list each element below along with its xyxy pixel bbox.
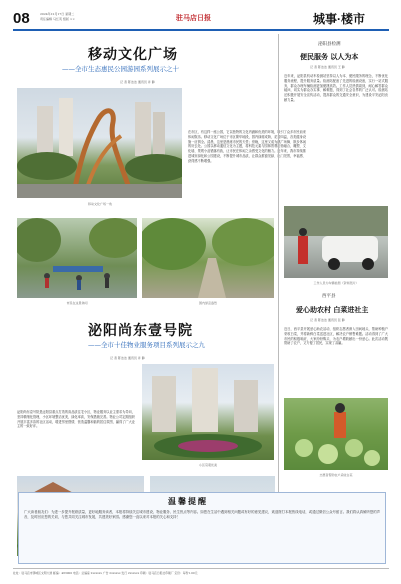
article2-title: 泌阳尚东壹号院 <box>88 323 193 339</box>
garden-illustration <box>142 218 274 298</box>
footer-rule <box>13 568 389 569</box>
article2-subtitle: ——全市十佳物业服务项目系列展示之九 <box>88 341 205 349</box>
caption-garden: 园内绿意盎然 <box>198 301 217 305</box>
caption-inspection: 工作人员为车辆检测（资料图片） <box>313 281 359 285</box>
section-title: 城事·楼市 <box>313 12 365 26</box>
article1-body: 在市区，有这样一座公园，它以独特的文化内涵和优美的环境，吸引了众多市民前来休闲娱乐。移动文化广场位于市区繁华地段，园内绿树成荫，花香四溢，各类健身设施一应俱全。清晨，这里是晨练市民的天堂；傍晚，这里又成为跳广场舞、散步休闲的好去处。公园以移动通信文化为主题，将科技元素与园林景观巧妙融合，雕塑、文化墙、景观小品错落有致，让市民在休闲之余感受文化的魅力。近年来，我市持续推进城市绿化和公园建设，不断提升城市品质，让群众推窗见绿、出门见景，幸福感、获得感不断增强。 <box>188 130 306 163</box>
notice-title: 温馨提醒 <box>168 496 208 506</box>
article2-body: 泌阳尚东壹号院是泌阳县重点打造的高品质住宅小区，物业服务以业主需求为导向，坚持精细化管理，小区环境整洁优美，绿化率高，安保措施完善。物业公司定期组织开展丰富多彩的社区活动，增进邻里感情，营造温馨和谐的居住氛围，赢得了广大业主的一致好评。 <box>17 410 135 429</box>
plaza-people-photo <box>17 218 137 298</box>
community-illustration <box>142 364 274 460</box>
issue-date: 2024年12月17日 星期二 <box>40 12 75 16</box>
vehicle-inspection-photo <box>284 206 388 278</box>
article4-kicker: 西平县 <box>322 294 336 299</box>
community-photo <box>142 364 274 460</box>
garden-path-photo <box>142 218 274 298</box>
article3-kicker: 泌阳县检测 <box>318 42 341 47</box>
article3-title: 便民服务 以人为本 <box>300 52 359 61</box>
article1-byline: 记 者 陈洁洁 通讯员 许 静 <box>120 80 155 84</box>
issue-editor: 责任编辑 马红英 组版 ×× <box>40 17 75 21</box>
caption-plaza: 市民在这里休闲 <box>66 301 88 305</box>
article4-title: 爱心助农村 白菜进社主 <box>296 305 369 314</box>
caption-sculpture: 移动文化广场一角 <box>87 202 112 206</box>
notice-body: 广大读者朋友们：为进一步提升报纸质量，更好地服务读者，本报将持续关注城市建设、物业服务、民生热点等内容。如您在生活中遇到相关问题或有好的意见建议，欢迎拨打本报热线电话，或通过微信公众号留言。我们将认真倾听您的声音，及时回应您的关切，与您共同关注城市发展，共建美好家园。感谢您一直以来对本报的关心和支持！ <box>24 510 380 520</box>
article4-byline: 记 者 陈洁洁 通讯员 张 静 <box>310 318 345 322</box>
sculpture-illustration <box>17 88 182 198</box>
article3-byline: 记 者 陈洁洁 通讯员 王 静 <box>310 65 345 69</box>
article3-body: 近年来，泌阳县机动车检测站坚持以人为本、便民服务的理念，不断优化服务流程，提升服务质量。检测站配备了先进的检测设备，实行一站式服务，群众办理车辆检测更加便捷高效。工作人员热情周到，耐心解答群众疑问，切实为群众办实事、解难题，得到了社会各界的广泛认可。检测站还积极开展安全宣传活动，提高群众的交通安全意识，为建设平安泌阳贡献力量。 <box>284 74 388 102</box>
article2-byline: 记 者 陈洁洁 通讯员 许 静 <box>110 356 145 360</box>
header-rule <box>13 29 389 31</box>
article4-body: 近日，西平县开展爱心助农活动，组织志愿者深入田间地头，帮助种植户采收白菜，并将新鲜白菜送进社区，解决农户销售难题。活动得到了广大市民的积极响应，大家纷纷购买，为农户增收献出一份爱心。此次活动既帮助了农户，又方便了居民，实现了双赢。 <box>284 327 388 346</box>
article1-subtitle: ——全市生态惠民公园游园系列展示之十 <box>62 65 179 73</box>
footer-text: 社址：驻马店市驿城区文明大道 邮编：463000 电话：总编室 2xxxxxx 广告 2xxxxxx 发行 2xxxxxx 印刷：驻马店日报社印刷厂 定价：每份1.00元 <box>13 571 198 575</box>
cabbage-harvest-photo <box>284 398 388 470</box>
article1-title: 移动文化广场 <box>88 47 178 63</box>
inspection-illustration <box>284 206 388 278</box>
cabbage-illustration <box>284 398 388 470</box>
masthead: 驻马店日报 <box>176 13 211 22</box>
sculpture-photo <box>17 88 182 198</box>
caption-cabbage: 志愿者帮助农户采收白菜 <box>319 473 353 477</box>
caption-community: 小区景观优美 <box>198 463 217 467</box>
page-header <box>0 0 401 30</box>
column-divider <box>278 34 279 564</box>
page-number: 08 <box>13 10 30 27</box>
plaza-illustration <box>17 218 137 298</box>
